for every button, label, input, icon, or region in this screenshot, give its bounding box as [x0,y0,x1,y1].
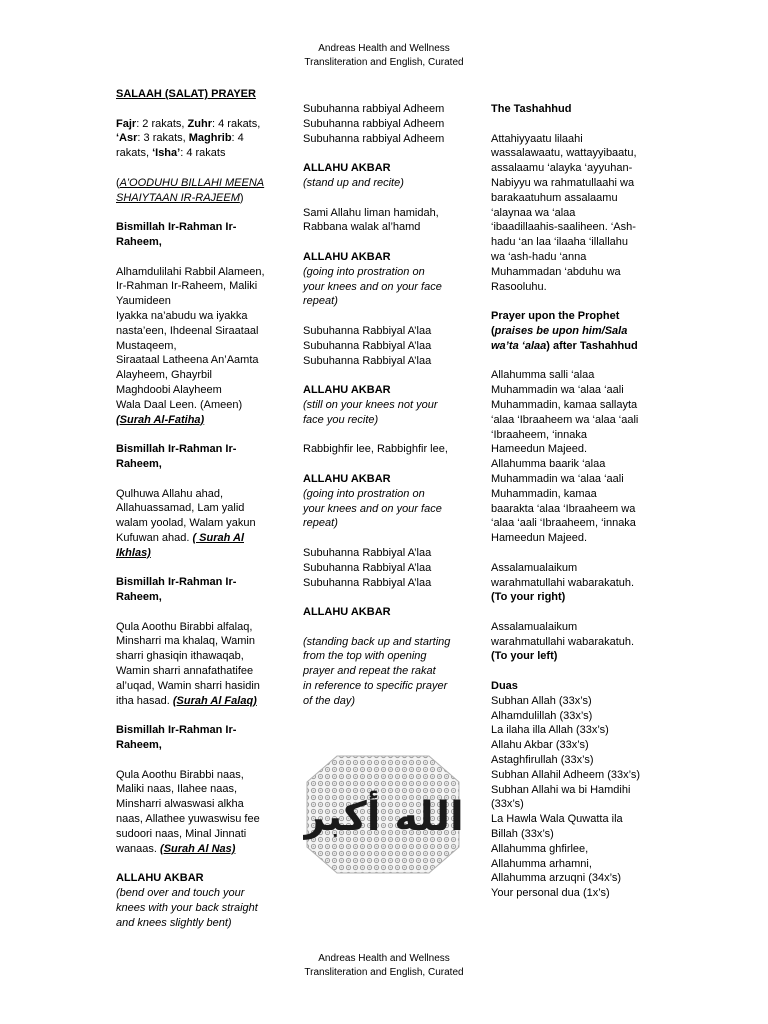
dua-item: Alhamdulillah (33x’s) [491,709,593,722]
zuhr-label: Zuhr [187,117,212,130]
allahu-akbar-heading: ALLAHU AKBAR [303,606,391,619]
verse-line: nasta’een, Ihdeenal Siraataal [116,324,259,337]
verse-line: Maghdoobi Alayheem [116,383,222,396]
bismillah-line: Bismillah Ir-Rahman Ir- [116,443,237,456]
instruction-line: repeat) [303,517,338,530]
tashahhud-paragraph [491,132,659,295]
footer-line-1: Andreas Health and Wellness [318,953,450,964]
column-2 [303,102,473,723]
recitation-line: Rabbana walak al’hamd [303,221,421,234]
alaa-block-1 [303,324,473,368]
recitation-line: ‘alaa ‘Ibraaheem wa ‘alaa ‘aali [491,413,639,426]
verse-line: sudoori naas, Minal Jinnati [116,827,247,840]
allahu-akbar-calligraphy-image [303,752,463,877]
instruction-line: repeat) [303,295,338,308]
verse-line: Yaumideen [116,295,171,308]
page-header [0,42,768,70]
instruction-line: your knees and on your face [303,280,442,293]
bismillah-line: Bismillah Ir-Rahman Ir- [116,724,237,737]
sami-block [303,206,473,236]
recitation-line: Subuhanna Rabbiyal A’laa [303,576,432,589]
bismillah-line: Raheem, [116,235,162,248]
bismillah-line: Raheem, [116,739,162,752]
verse-line: Mustaqeem, [116,339,177,352]
allahu-akbar-heading: ALLAHU AKBAR [303,250,391,263]
recitation-line: ‘ibaadillaahis-saaliheen. ‘Ash- [491,221,636,234]
audhu-open-paren: ( [116,176,120,189]
recitation-line: Muhammadin wa ‘alaa ‘aali [491,472,624,485]
recitation-line: Subuhanna Rabbiyal A’laa [303,324,432,337]
dua-item: Your personal dua (1x’s) [491,887,610,900]
prophet-title-italic: wa’ta ‘alaa [491,339,547,352]
direction-label: (To your right) [491,591,566,604]
duas-title: Duas [491,680,518,693]
prophet-prayer-title [491,309,659,353]
verse-line: Alayheem, Ghayrbil [116,369,212,382]
recitation-line: baarakta ‘alaa ‘Ibraaheem wa [491,502,636,515]
zuhr-count: : 4 rakats, [212,117,261,130]
bismillah-1 [116,220,286,250]
recitation-line: Assalamualaikum [491,620,578,633]
surah-reference: ( Surah Al [192,531,244,544]
recitation-line: Subuhanna Rabbiyal A’laa [303,354,432,367]
alaa-block-2 [303,546,473,590]
rakats-word: rakats, [116,147,150,160]
surah-reference: Ikhlas) [116,546,151,559]
prostration-section-1 [303,250,473,309]
verse-line: Ir-Rahman Ir-Raheem, Maliki [116,280,258,293]
document-title: SALAAH (SALAT) PRAYER [116,88,256,100]
recitation-line: Subuhanna rabbiyal Adheem [303,117,445,130]
duas-section [491,679,659,901]
fatiha-paragraph [116,265,286,428]
recitation-line: Muhammadin wa ‘alaa ‘aali [491,384,624,397]
salam-left [491,620,659,664]
dua-item: Allahumma ghfirlee, [491,842,589,855]
verse-line: sharri ghasiqin ithawaqab, [116,650,244,663]
dua-item: Subhan Allahi wa bi Hamdihi [491,783,631,796]
verse-line: Siraataal Latheena An’Aamta [116,354,259,367]
direction-label: (To your left) [491,650,558,663]
falaq-paragraph [116,620,286,709]
recitation-line: Nabiyyu wa rahmatullaahi wa [491,176,635,189]
bow-section [116,871,286,930]
recitation-line: Hameedun Majeed. [491,532,588,545]
audhu-close-paren: ) [239,191,244,204]
recitation-line: ‘Ibraaheem, ‘innaka [491,428,588,441]
isha-count: : 4 rakats [180,147,226,160]
salam-right [491,561,659,605]
verse-line: walam yoolad, Walam yakun [116,517,256,530]
instruction-line: (still on your knees not your [303,398,438,411]
recitation-line: warahmatullahi wabarakatuh. [491,635,635,648]
final-instruction [303,635,473,709]
recitation-line: wa ‘ash-hadu ‘anna [491,250,587,263]
isha-label: ‘Isha’ [152,147,181,160]
maghrib-label: Maghrib [188,132,232,145]
page-footer [0,952,768,980]
verse-line: Maliki naas, Ilahee naas, [116,783,238,796]
asr-count: : 3 rakats, [137,132,186,145]
verse-line: Qula Aoothu Birabbi alfalaq, [116,620,253,633]
header-line-2: Transliteration and English, Curated [304,57,464,68]
prostration-section-2 [303,472,473,531]
column-3 [491,102,659,916]
recitation-line: Muhammadin, kamaa [491,487,597,500]
maghrib-count: : 4 [231,132,244,145]
prophet-title-paren: ( [491,324,495,337]
prophet-title-italic: praises be upon him/Sala [494,324,628,337]
tashahhud-title: The Tashahhud [491,103,572,115]
recitation-line: Subuhanna rabbiyal Adheem [303,132,445,145]
recitation-line: ‘alaa ‘aali ‘Ibraaheem, ‘innaka [491,517,636,530]
audhu-line-2: SHAIYTAAN IR-RAJEEM [116,191,240,204]
footer-line-2: Transliteration and English, Curated [304,967,464,978]
recitation-line: Attahiyyaatu lilaahi [491,132,583,145]
dua-item: La ilaha illa Allah (33x’s) [491,724,609,737]
column-1 [116,87,286,945]
surah-reference: (Surah Al Nas) [160,842,236,855]
verse-line: Alhamdulilahi Rabbil Alameen, [116,265,265,278]
verse-line: Allahuassamad, Lam yalid [116,502,245,515]
instruction-line: (stand up and recite) [303,176,404,189]
instruction-line: of the day) [303,694,355,707]
prophet-title-rest: ) after Tashahhud [546,339,638,352]
verse-line: Wala Daal Leen. (Ameen) [116,398,243,411]
rakats-paragraph [116,117,286,161]
verse-line: naas, Allathee yuwaswisu fee [116,813,260,826]
bismillah-3 [116,575,286,605]
dua-item: Billah (33x’s) [491,828,554,841]
header-line-1: Andreas Health and Wellness [318,43,450,54]
adheem-block [303,102,473,146]
recitation-line: Sami Allahu liman hamidah, [303,206,439,219]
instruction-line: (standing back up and starting [303,635,451,648]
ikhlas-paragraph [116,487,286,561]
audhu-paragraph [116,176,286,206]
allahu-akbar-heading: ALLAHU AKBAR [303,162,391,175]
instruction-line: your knees and on your face [303,502,442,515]
instruction-line: prayer and repeat the rakat [303,665,436,678]
bismillah-2 [116,442,286,472]
recitation-line: Subuhanna Rabbiyal A’laa [303,546,432,559]
stand-section [303,161,473,191]
verse-line: Minsharri ma khalaq, Wamin [116,635,255,648]
fajr-label: Fajr [116,117,137,130]
verse-line: Kufuwan ahad. [116,531,190,544]
surah-reference: (Surah Al Falaq) [172,694,257,707]
surah-reference: (Surah Al-Fatiha) [116,413,205,426]
recitation-line: ‘alaynaa wa ‘alaa [491,206,576,219]
bismillah-line: Raheem, [116,591,162,604]
asr-label: ‘Asr [116,132,138,145]
prophet-title-line: Prayer upon the Prophet [491,310,620,323]
recitation-line: Rasooluhu. [491,280,547,293]
instruction-line: (bend over and touch your [116,887,245,900]
recitation-line: Allahumma salli ‘alaa [491,369,595,382]
recitation-line: barakaatuhum assalaamu [491,191,618,204]
bismillah-line: Bismillah Ir-Rahman Ir- [116,576,237,589]
recitation-line: Muhammadan ‘abduhu wa [491,265,621,278]
dua-item: La Hawla Wala Quwatta ila [491,813,623,826]
verse-line: wanaas. [116,842,157,855]
fajr-count: : 2 rakats, [136,117,185,130]
dua-item: Allahu Akbar (33x’s) [491,739,589,752]
dua-item: Allahumma arzuqni (34x’s) [491,872,622,885]
recitation-line: wassalawaatu, wattayyibaatu, [491,147,637,160]
bismillah-4 [116,723,286,753]
rabbighfir-line: Rabbighfir lee, Rabbighfir lee, [303,443,448,456]
bismillah-line: Bismillah Ir-Rahman Ir- [116,221,237,234]
dua-item: Subhan Allahil Adheem (33x’s) [491,768,641,781]
verse-line: itha hasad. [116,694,170,707]
nas-paragraph [116,768,286,857]
dua-item: (33x’s) [491,798,524,811]
verse-line: Wamin sharri annafathatifee [116,665,254,678]
bismillah-line: Raheem, [116,457,162,470]
salawat-paragraph [491,368,659,546]
instruction-line: face you recite) [303,413,379,426]
dua-item: Allahumma arhamni, [491,857,592,870]
dua-item: Astaghfirullah (33x’s) [491,754,594,767]
recitation-line: Subuhanna Rabbiyal A’laa [303,339,432,352]
audhu-line-1: A’OODUHU BILLAHI MEENA [119,176,265,189]
instruction-line: (going into prostration on [303,487,425,500]
instruction-line: in reference to specific prayer [303,680,448,693]
recitation-line: Assalamualaikum [491,561,578,574]
recitation-line: hadu ‘an laa ‘ilaaha ‘illallahu [491,236,628,249]
recitation-line: Subuhanna Rabbiyal A’laa [303,561,432,574]
recitation-line: Hameedun Majeed. [491,443,588,456]
instruction-line: from the top with opening [303,650,427,663]
recitation-line: assalaamu ‘alayka ‘ayyuhan- [491,162,633,175]
recitation-line: Subuhanna rabbiyal Adheem [303,103,445,115]
recitation-line: warahmatullahi wabarakatuh. [491,576,635,589]
verse-line: Minsharri alwaswasi alkha [116,798,244,811]
arabic-calligraphy-text: الله أكبر [303,794,463,840]
sitting-section [303,383,473,427]
allahu-akbar-heading: ALLAHU AKBAR [303,384,391,397]
recitation-line: Muhammadin, kamaa sallayta [491,398,638,411]
allahu-akbar-heading: ALLAHU AKBAR [116,872,204,885]
instruction-line: (going into prostration on [303,265,425,278]
verse-line: Iyakka na’abudu wa iyakka [116,309,248,322]
recitation-line: Allahumma baarik ‘alaa [491,458,606,471]
dua-item: Subhan Allah (33x’s) [491,694,592,707]
instruction-line: and knees slightly bent) [116,916,232,929]
verse-line: Qulhuwa Allahu ahad, [116,487,224,500]
verse-line: al’uqad, Wamin sharri hasidin [116,679,260,692]
verse-line: Qula Aoothu Birabbi naas, [116,768,244,781]
allahu-akbar-heading: ALLAHU AKBAR [303,472,391,485]
instruction-line: knees with your back straight [116,901,258,914]
